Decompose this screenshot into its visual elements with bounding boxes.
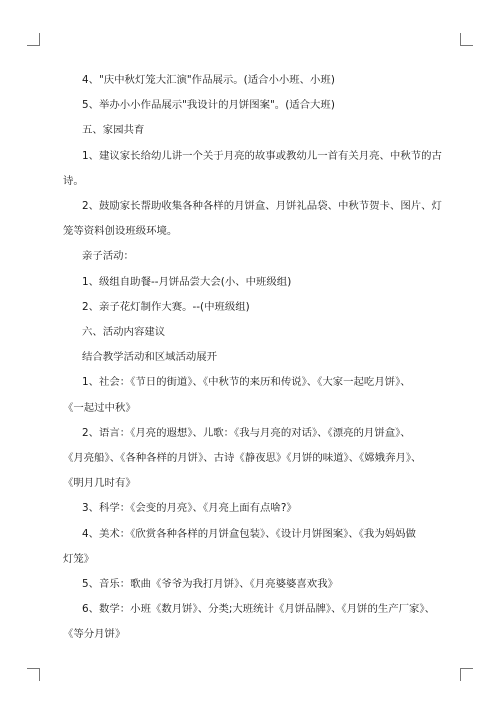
paragraph-continuation: 诗。 — [63, 174, 84, 187]
paragraph-continuation: 《等分月饼》 — [63, 628, 126, 641]
paragraph: 1、级组自助餐--月饼品尝大会(小、中班级组) — [82, 275, 292, 288]
crop-mark-bottom-left — [27, 668, 40, 681]
paragraph-continuation: 笼等资料创设班级环境。 — [63, 225, 178, 238]
paragraph: 5、音乐：歌曲《爷爷为我打月饼》、《月亮婆婆喜欢我》 — [82, 578, 338, 591]
paragraph: 2、语言：《月亮的遐想》、儿歌：《我与月亮的对话》、《漂亮的月饼盒》、 — [82, 426, 411, 439]
crop-mark-bottom-right — [460, 668, 473, 681]
paragraph-continuation: 《明月几时有》 — [63, 477, 136, 490]
paragraph: 1、建议家长给幼儿讲一个关于月亮的故事或教幼儿一首有关月亮、中秋节的古 — [82, 149, 442, 162]
paragraph: 2、亲子花灯制作大赛。--(中班级组) — [82, 300, 250, 313]
paragraph: 结合教学活动和区域活动展开 — [82, 351, 218, 364]
paragraph: 6、数学：小班《数月饼》、分类;大班统计《月饼品牌》、《月饼的生产厂家》、 — [82, 603, 435, 616]
section-heading: 六、活动内容建议 — [82, 326, 166, 339]
paragraph-continuation: 《一起过中秋》 — [63, 401, 136, 414]
crop-mark-top-left — [27, 33, 40, 46]
paragraph: 1、社会：《节日的街道》、《中秋节的来历和传说》、《大家一起吃月饼》、 — [82, 376, 411, 389]
paragraph-continuation: 灯笼》 — [63, 552, 95, 565]
section-heading: 五、家园共育 — [82, 124, 145, 137]
subheading: 亲子活动： — [82, 250, 134, 263]
paragraph-continuation: 《月亮船》、《各种各样的月饼》、古诗《静夜思》《月饼的味道》、《嫦娥奔月》、 — [63, 452, 422, 465]
document-body — [63, 68, 448, 648]
paragraph: 3、科学：《会变的月亮》、《月亮上面有点啥?》 — [82, 502, 297, 515]
paragraph: 5、举办小小作品展示"我设计的月饼图案"。(适合大班) — [82, 99, 335, 112]
crop-mark-top-right — [460, 33, 473, 46]
paragraph: 4、美术：《欣赏各种各样的月饼盒包装》、《设计月饼图案》、《我为妈妈做 — [82, 527, 416, 540]
paragraph: 4、"庆中秋灯笼大汇演"作品展示。(适合小小班、小班) — [82, 74, 335, 86]
paragraph: 2、鼓励家长帮助收集各种各样的月饼盒、月饼礼品袋、中秋节贺卡、图片、灯 — [82, 200, 442, 213]
